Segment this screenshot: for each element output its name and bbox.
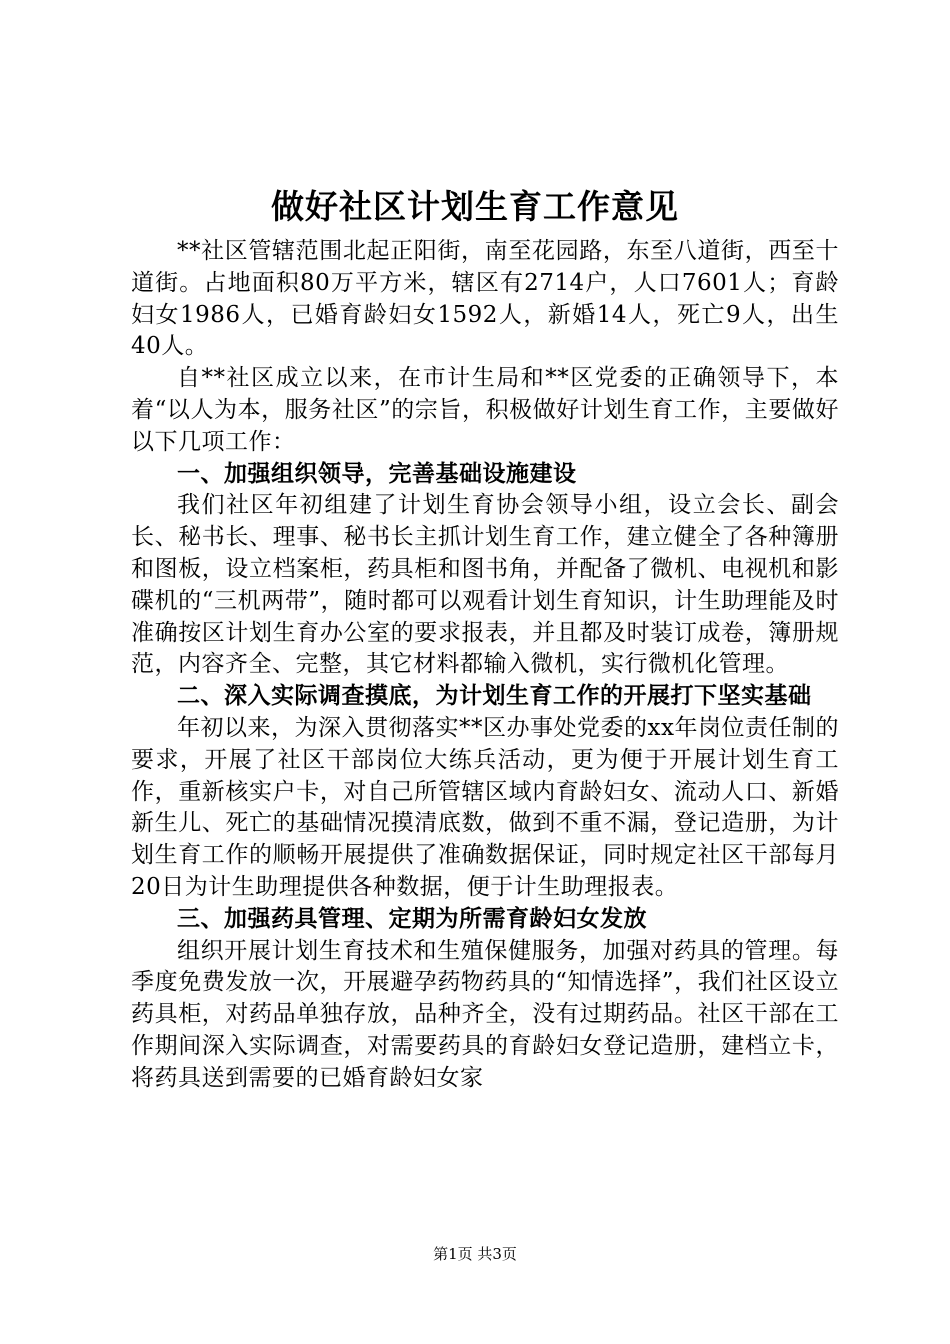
document-title: 做好社区计划生育工作意见 — [271, 187, 679, 226]
section-paragraph: 我们社区年初组建了计划生育协会领导小组，设立会长、副会长、秘书长、理事、秘书长主抓计划生育工作，建立健全了各种簿册和图板，设立档案柜，药具柜和图书角，并配备了微机、电视机和影碟机的“三机两带”，随时都可以观看计划生育知识，计生助理能及时准确按区计划生育办公室的要求报表，并且都及时装订成卷，簿册规范，内容齐全、完整，其它材料都输入微机，实行微机化管理。 — [131, 492, 839, 678]
section-heading: 一、加强组织领导，完善基础设施建设 — [177, 460, 577, 487]
section-paragraph: 组织开展计划生育技术和生殖保健服务，加强对药具的管理。每季度免费发放一次，开展避孕药物药具的“知情选择”，我们社区设立药具柜，对药品单独存放，品种齐全，没有过期药品。社区干部在工作期间深入实际调查，对需要药具的育龄妇女登记造册，建档立卡，将药具送到需要的已婚育龄妇女家 — [131, 937, 839, 1091]
section-heading: 二、深入实际调查摸底，为计划生育工作的开展打下坚实基础 — [177, 683, 812, 710]
page-footer: 第1页 共3页 — [433, 1245, 517, 1263]
document-body — [131, 236, 839, 1095]
intro-paragraph: 自**社区成立以来，在市计生局和**区党委的正确领导下，本着“以人为本，服务社区”的宗旨，积极做好计划生育工作，主要做好以下几项工作： — [131, 365, 839, 455]
section-paragraph: 年初以来，为深入贯彻落实**区办事处党委的xx年岗位责任制的要求，开展了社区干部岗位大练兵活动，更为便于开展计划生育工作，重新核实户卡，对自己所管辖区域内育龄妇女、流动人口、新婚新生儿、死亡的基础情况摸清底数，做到不重不漏，登记造册，为计划生育工作的顺畅开展提供了准确数据保证，同时规定社区干部每月20日为计生助理提供各种数据，便于计生助理报表。 — [131, 714, 839, 900]
intro-paragraph: **社区管辖范围北起正阳街，南至花园路，东至八道街，西至十道街。占地面积80万平方米，辖区有2714户，人口7601人；育龄妇女1986人，已婚育龄妇女1592人，新婚14人，死亡9人，出生40人。 — [131, 238, 839, 360]
section-heading: 三、加强药具管理、定期为所需育龄妇女发放 — [177, 905, 647, 932]
